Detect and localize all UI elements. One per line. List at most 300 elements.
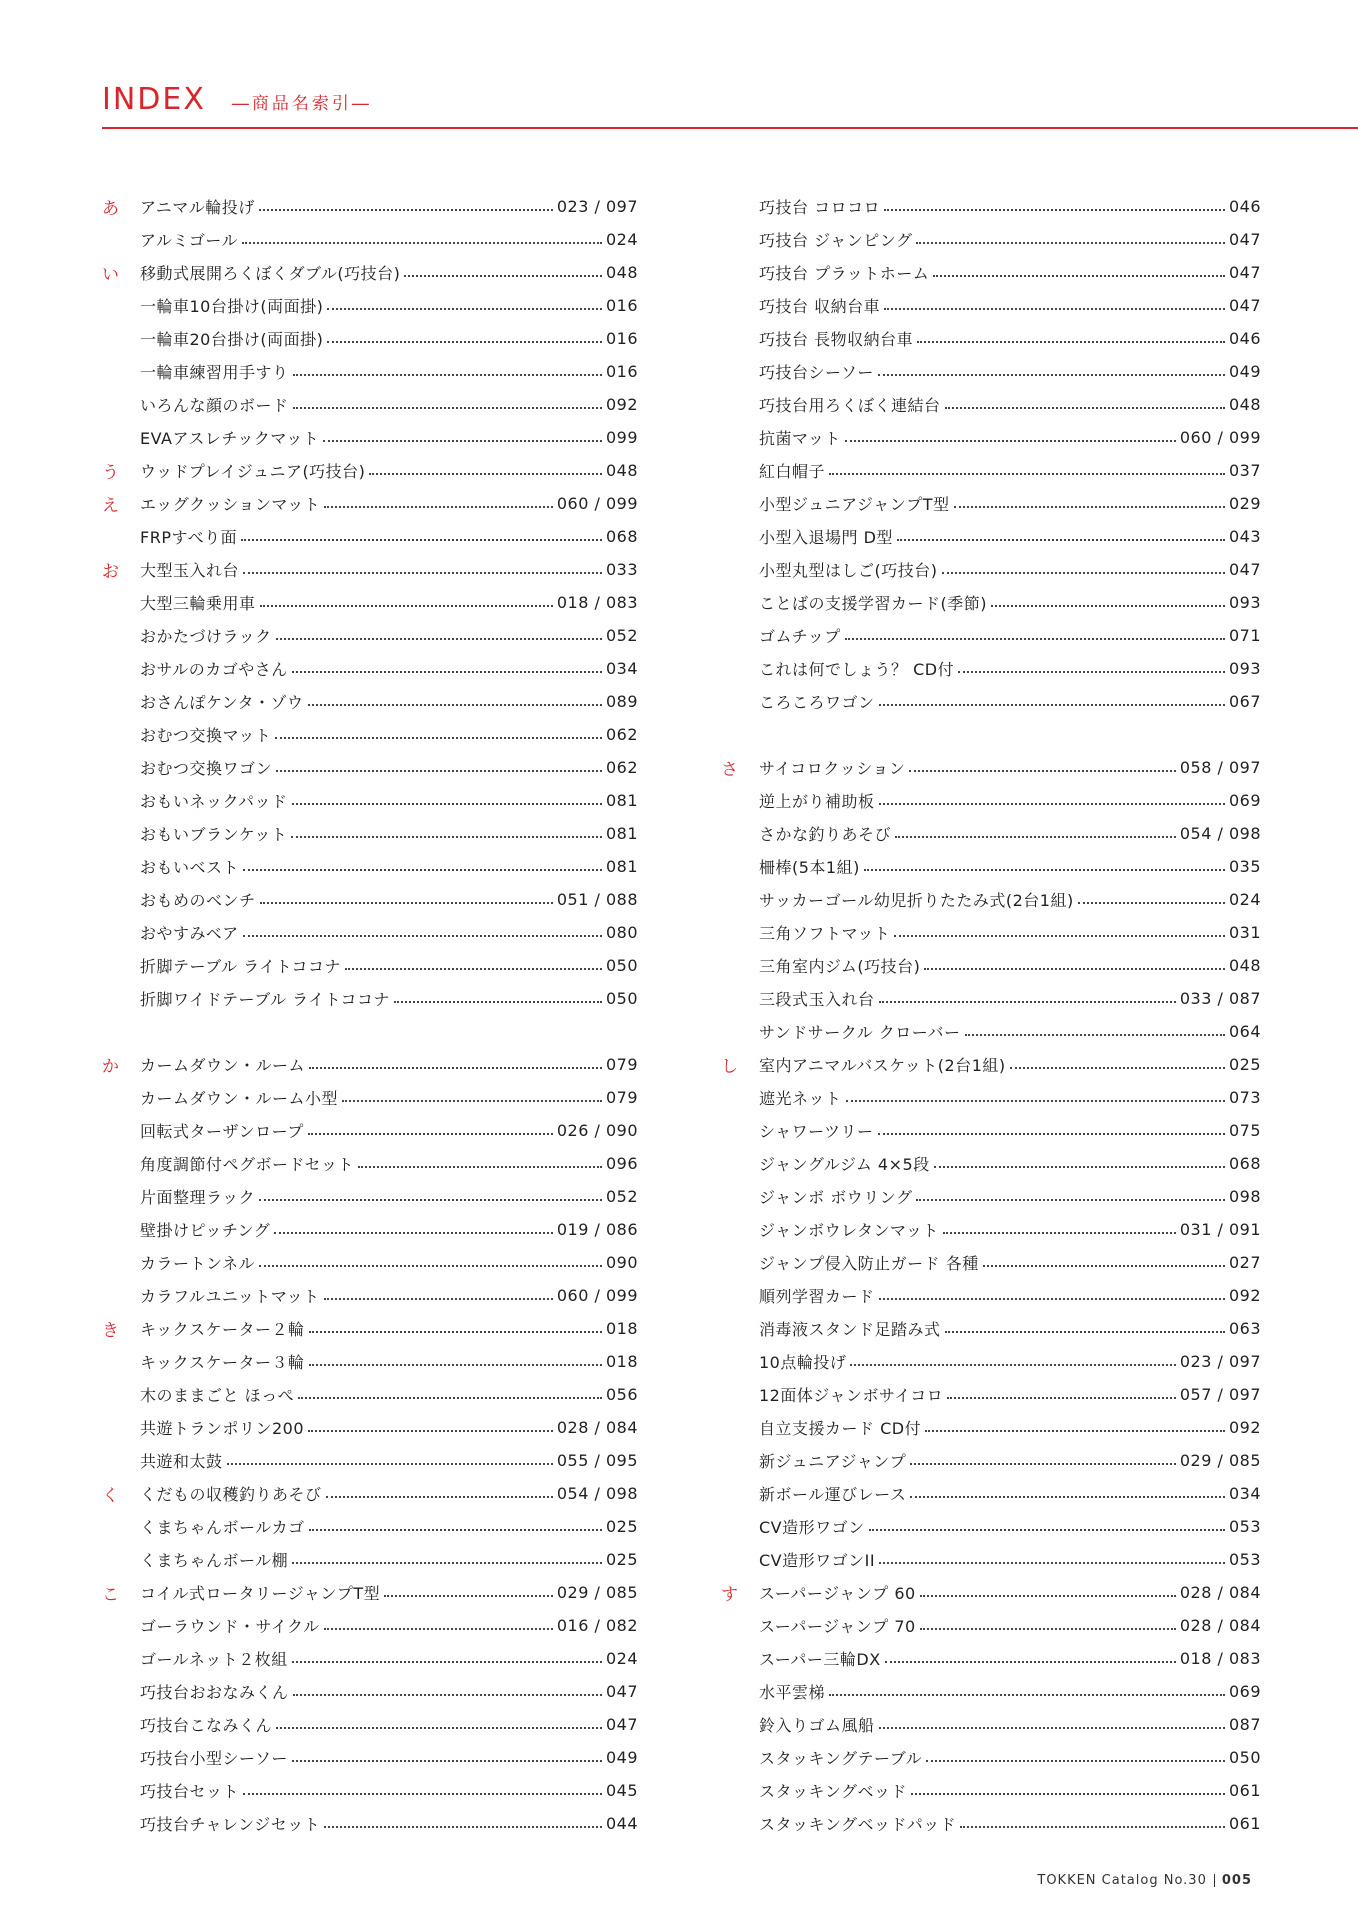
page-reference: 057 / 097 [1179,1385,1261,1404]
dot-leader [845,440,1176,442]
kana-heading: え [102,496,119,516]
index-entry [721,190,1261,223]
page-reference: 096 [605,1154,638,1173]
page-reference: 047 [605,1682,638,1701]
dot-leader [309,1067,602,1069]
dot-leader [924,968,1225,970]
product-name: 新ボール運びレース [759,1485,907,1504]
entry-line [759,426,1261,449]
index-entry [721,1048,1261,1081]
entry-line [759,1251,1261,1274]
dot-leader [958,671,1225,673]
dot-leader [917,341,1225,343]
entry-line [759,327,1261,350]
page-reference: 016 [605,329,638,348]
entry-line [140,855,638,878]
index-entry [721,1708,1261,1741]
product-name: 室内アニマルバスケット(2台1組) [759,1056,1006,1075]
dot-leader [894,935,1225,937]
page-reference: 092 [605,395,638,414]
product-name: 順列学習カード [759,1287,875,1306]
dot-leader [276,638,602,640]
entry-line [759,1746,1261,1769]
product-name: 大型玉入れ台 [140,561,240,580]
product-name: コイル式ロータリージャンプT型 [140,1584,381,1603]
product-name: サンドサークル クローバー [759,1023,961,1042]
entry-line [759,261,1261,284]
dot-leader [292,671,602,673]
product-name: 巧技台 長物収納台車 [759,330,914,349]
dot-leader [1078,902,1225,904]
index-entry [721,619,1261,652]
dot-leader [916,242,1225,244]
entry-line [759,360,1261,383]
dot-leader [242,242,602,244]
entry-line [759,789,1261,812]
page-reference: 064 [1228,1022,1261,1041]
index-entry [721,652,1261,685]
entry-line [140,1680,638,1703]
product-name: 新ジュニアジャンプ [759,1452,907,1471]
dot-leader [327,341,602,343]
entry-line [759,591,1261,614]
page-reference: 060 / 099 [556,494,638,513]
page-title: INDEX [102,82,206,117]
kana-heading: お [102,562,119,582]
product-name: 小型ジュニアジャンプT型 [759,495,950,514]
product-name: カラフルユニットマット [140,1287,320,1306]
index-entry [721,1609,1261,1642]
entry-line [759,1647,1261,1670]
dot-leader [274,1232,553,1234]
dot-leader [933,275,1225,277]
dot-leader [884,209,1225,211]
page-reference: 047 [1228,263,1261,282]
dot-leader [260,605,553,607]
index-entry [721,883,1261,916]
index-entry [721,1015,1261,1048]
entry-line [140,1548,638,1571]
dot-leader [879,1001,1176,1003]
dot-leader [326,1496,553,1498]
entry-line [140,261,638,284]
dot-leader [845,638,1225,640]
index-entry [102,916,638,949]
product-name: スタッキングベッド [759,1782,908,1801]
index-entry [102,1708,638,1741]
index-entry [102,520,638,553]
dot-leader [910,1496,1225,1498]
entry-line [140,1350,638,1373]
page-reference: 018 / 083 [1179,1649,1261,1668]
product-name: シャワーツリー [759,1122,874,1141]
dot-leader [934,1166,1225,1168]
page-reference: 018 [605,1319,638,1338]
dot-leader [965,1034,1225,1036]
product-name: 巧技台 プラットホーム [759,264,930,283]
product-name: ゴールネット２枚組 [140,1650,288,1669]
page-reference: 098 [1228,1187,1261,1206]
dot-leader [323,440,602,442]
entry-line [140,1086,638,1109]
page-reference: 060 / 099 [556,1286,638,1305]
page-reference: 073 [1228,1088,1261,1107]
page-reference: 061 [1228,1814,1261,1833]
entry-line [140,1416,638,1439]
index-entry [721,1642,1261,1675]
page-reference: 062 [605,725,638,744]
product-name: 巧技台こなみくん [140,1716,273,1735]
entry-line [140,888,638,911]
product-name: ゴーラウンド・サイクル [140,1617,320,1636]
entry-line [759,1350,1261,1373]
page-reference: 071 [1228,626,1261,645]
product-name: 巧技台用ろくぼく連結台 [759,396,941,415]
dot-leader [879,1727,1225,1729]
entry-line [759,1317,1261,1340]
product-name: 巧技台 収納台車 [759,297,881,316]
index-entry [721,1411,1261,1444]
dot-leader [394,1001,602,1003]
index-entry [721,1741,1261,1774]
entry-line [140,195,638,218]
page-reference: 087 [1228,1715,1261,1734]
index-entry [721,1312,1261,1345]
entry-line [759,558,1261,581]
product-name: 折脚ワイドテーブル ライトココナ [140,990,391,1009]
index-entry [721,949,1261,982]
page-reference: 024 [605,1649,638,1668]
entry-line [759,1152,1261,1175]
index-entry [102,553,638,586]
product-name: おもいベスト [140,858,240,877]
page-reference: 089 [605,692,638,711]
page-reference: 026 / 090 [556,1121,638,1140]
dot-leader [309,1529,602,1531]
index-entry [102,1048,638,1081]
product-name: ゴムチップ [759,627,841,646]
product-name: スーパージャンプ 70 [759,1617,916,1636]
index-entry [721,487,1261,520]
index-entry [721,1114,1261,1147]
dot-leader [292,803,602,805]
index-entry [721,1345,1261,1378]
page-reference: 049 [1228,362,1261,381]
kana-heading: う [102,463,119,483]
index-entry [102,1180,638,1213]
dot-leader [384,1595,553,1597]
kana-heading: く [102,1486,119,1506]
header-divider [102,127,1358,129]
dot-leader [846,1100,1225,1102]
page-footer [1037,1873,1252,1888]
dot-leader [879,704,1225,706]
index-entry [102,1246,638,1279]
index-entry [721,454,1261,487]
dot-leader [293,407,602,409]
entry-line [759,987,1261,1010]
index-entry [102,1510,638,1543]
entry-line [140,360,638,383]
entry-line [140,1449,638,1472]
dot-leader [909,770,1175,772]
index-entry [721,982,1261,1015]
index-entry [721,256,1261,289]
entry-line [759,921,1261,944]
entry-line [759,624,1261,647]
page-reference: 027 [1228,1253,1261,1272]
page-reference: 052 [605,1187,638,1206]
dot-leader [829,1694,1225,1696]
entry-line [759,525,1261,548]
index-entry [102,223,638,256]
entry-line [140,459,638,482]
entry-line [140,525,638,548]
page-reference: 075 [1228,1121,1261,1140]
dot-leader [983,1265,1225,1267]
product-name: 10点輪投げ [759,1353,847,1372]
page-reference: 061 [1228,1781,1261,1800]
product-name: 小型入退場門 D型 [759,528,893,547]
entry-line [759,228,1261,251]
index-entry [721,916,1261,949]
dot-leader [369,473,602,475]
index-entry [102,652,638,685]
page-reference: 053 [1228,1550,1261,1569]
product-name: CV造形ワゴン [759,1518,865,1537]
page-reference: 024 [1228,890,1261,909]
dot-leader [324,1628,553,1630]
index-entry [721,751,1261,784]
kana-heading: き [102,1321,119,1341]
page-reference: 047 [1228,560,1261,579]
page-reference: 047 [1228,230,1261,249]
dot-leader [945,407,1225,409]
kana-heading: こ [102,1585,119,1605]
product-name: さかな釣りあそび [759,825,892,844]
index-entry [721,553,1261,586]
entry-line [759,1812,1261,1835]
index-entry [102,1147,638,1180]
dot-leader [850,1364,1175,1366]
product-name: ジャンボ ボウリング [759,1188,913,1207]
entry-line [140,492,638,515]
entry-line [140,1152,638,1175]
entry-line [140,1713,638,1736]
dot-leader [298,1397,602,1399]
page-reference: 025 [605,1550,638,1569]
entry-line [759,294,1261,317]
product-name: 木のままごと ほっぺ [140,1386,295,1405]
index-entry [102,487,638,520]
index-entry [721,850,1261,883]
entry-line [140,624,638,647]
product-name: 12面体ジャンボサイコロ [759,1386,944,1405]
page-reference: 099 [605,428,638,447]
entry-line [140,1284,638,1307]
page-reference: 081 [605,791,638,810]
page-reference: 048 [605,461,638,480]
entry-line [759,1482,1261,1505]
dot-leader [954,506,1225,508]
index-entry [102,1642,638,1675]
page-reference: 054 / 098 [1179,824,1261,843]
product-name: くだもの収穫釣りあそび [140,1485,322,1504]
product-name: おやすみベア [140,924,239,943]
entry-line [140,1515,638,1538]
product-name: おもめのベンチ [140,891,256,910]
index-entry [102,751,638,784]
product-name: おむつ交換マット [140,726,272,745]
product-name: 移動式展開ろくぼくダブル(巧技台) [140,264,401,283]
section-gap [102,1015,638,1048]
kana-heading: あ [102,199,119,219]
dot-leader [259,209,553,211]
kana-heading: し [721,1057,738,1077]
entry-line [759,1284,1261,1307]
product-name: 共遊トランポリン200 [140,1419,305,1438]
dot-leader [878,1133,1225,1135]
index-entry [721,1774,1261,1807]
entry-line [140,822,638,845]
page-reference: 019 / 086 [556,1220,638,1239]
dot-leader [942,572,1225,574]
product-name: これは何でしょう？ CD付 [759,660,955,679]
page-reference: 031 / 091 [1179,1220,1261,1239]
page-reference: 068 [1228,1154,1261,1173]
entry-line [140,393,638,416]
page-reference: 023 / 097 [1179,1352,1261,1371]
index-entry [102,1741,638,1774]
index-entry [102,322,638,355]
page-reference: 028 / 084 [1179,1616,1261,1635]
entry-line [140,954,638,977]
page-reference: 016 [605,362,638,381]
index-entry [102,1081,638,1114]
index-entry [102,1279,638,1312]
product-name: EVAアスレチックマット [140,429,320,448]
page-reference: 069 [1228,791,1261,810]
page-reference: 033 / 087 [1179,989,1261,1008]
page-reference: 079 [605,1055,638,1074]
dot-leader [991,605,1225,607]
index-entry [102,388,638,421]
product-name: キックスケーター２輪 [140,1320,305,1339]
index-entry [721,322,1261,355]
kana-heading: い [102,265,119,285]
product-name: ころころワゴン [759,693,875,712]
page-reference: 049 [605,1748,638,1767]
product-name: 回転式ターザンロープ [140,1122,304,1141]
index-entry [102,586,638,619]
page-reference: 050 [605,989,638,1008]
product-name: 抗菌マット [759,429,841,448]
index-entry [102,1444,638,1477]
product-name: おむつ交換ワゴン [140,759,273,778]
entry-line [759,855,1261,878]
page-reference: 090 [605,1253,638,1272]
dot-leader [293,1694,602,1696]
dot-leader [308,1133,553,1135]
product-name: 遮光ネット [759,1089,842,1108]
product-name: くまちゃんボールカゴ [140,1518,305,1537]
page-reference: 034 [1228,1484,1261,1503]
product-name: カラートンネル [140,1254,256,1273]
dot-leader [879,803,1225,805]
dot-leader [864,869,1225,871]
dot-leader [324,506,553,508]
index-entry [721,1081,1261,1114]
dot-leader [324,1298,553,1300]
page-reference: 048 [1228,395,1261,414]
index-entry [102,1213,638,1246]
dot-leader [243,869,602,871]
page-reference: 050 [605,956,638,975]
product-name: スタッキングベッドパッド [759,1815,957,1834]
page-reference: 053 [1228,1517,1261,1536]
dot-leader [342,1100,602,1102]
index-entry [721,223,1261,256]
entry-line [759,1680,1261,1703]
entry-line [759,1779,1261,1802]
entry-line [759,1713,1261,1736]
page-reference: 031 [1228,923,1261,942]
page-reference: 043 [1228,527,1261,546]
index-entry [102,1345,638,1378]
entry-line [140,1482,638,1505]
entry-line [140,591,638,614]
dot-leader [260,902,553,904]
product-name: 大型三輪乗用車 [140,594,256,613]
dot-leader [292,1562,602,1564]
entry-line [759,1020,1261,1043]
entry-line [140,921,638,944]
index-entry [721,1477,1261,1510]
dot-leader [243,935,602,937]
index-entry [721,1246,1261,1279]
index-entry [102,256,638,289]
index-entry [102,454,638,487]
entry-line [759,195,1261,218]
dot-leader [293,374,602,376]
product-name: 小型丸型はしご(巧技台) [759,561,938,580]
page-reference: 029 [1228,494,1261,513]
index-entry [721,1378,1261,1411]
dot-leader [879,1562,1225,1564]
index-entry [721,1807,1261,1840]
index-entry [721,1543,1261,1576]
product-name: いろんな顔のボード [140,396,289,415]
page-reference: 024 [605,230,638,249]
entry-line [759,1185,1261,1208]
dot-leader [945,1331,1225,1333]
kana-heading: す [721,1585,738,1605]
dot-leader [358,1166,602,1168]
dot-leader [869,1529,1225,1531]
product-name: おもいネックパッド [140,792,288,811]
index-column-right [721,190,1261,1840]
index-entry [102,1114,638,1147]
entry-line [140,1383,638,1406]
entry-line [759,657,1261,680]
page-reference: 058 / 097 [1179,758,1261,777]
page-reference: 029 / 085 [1179,1451,1261,1470]
product-name: 一輪車10台掛け(両面掛) [140,297,324,316]
dot-leader [920,1628,1176,1630]
page-reference: 055 / 095 [556,1451,638,1470]
index-entry [102,355,638,388]
dot-leader [291,836,602,838]
